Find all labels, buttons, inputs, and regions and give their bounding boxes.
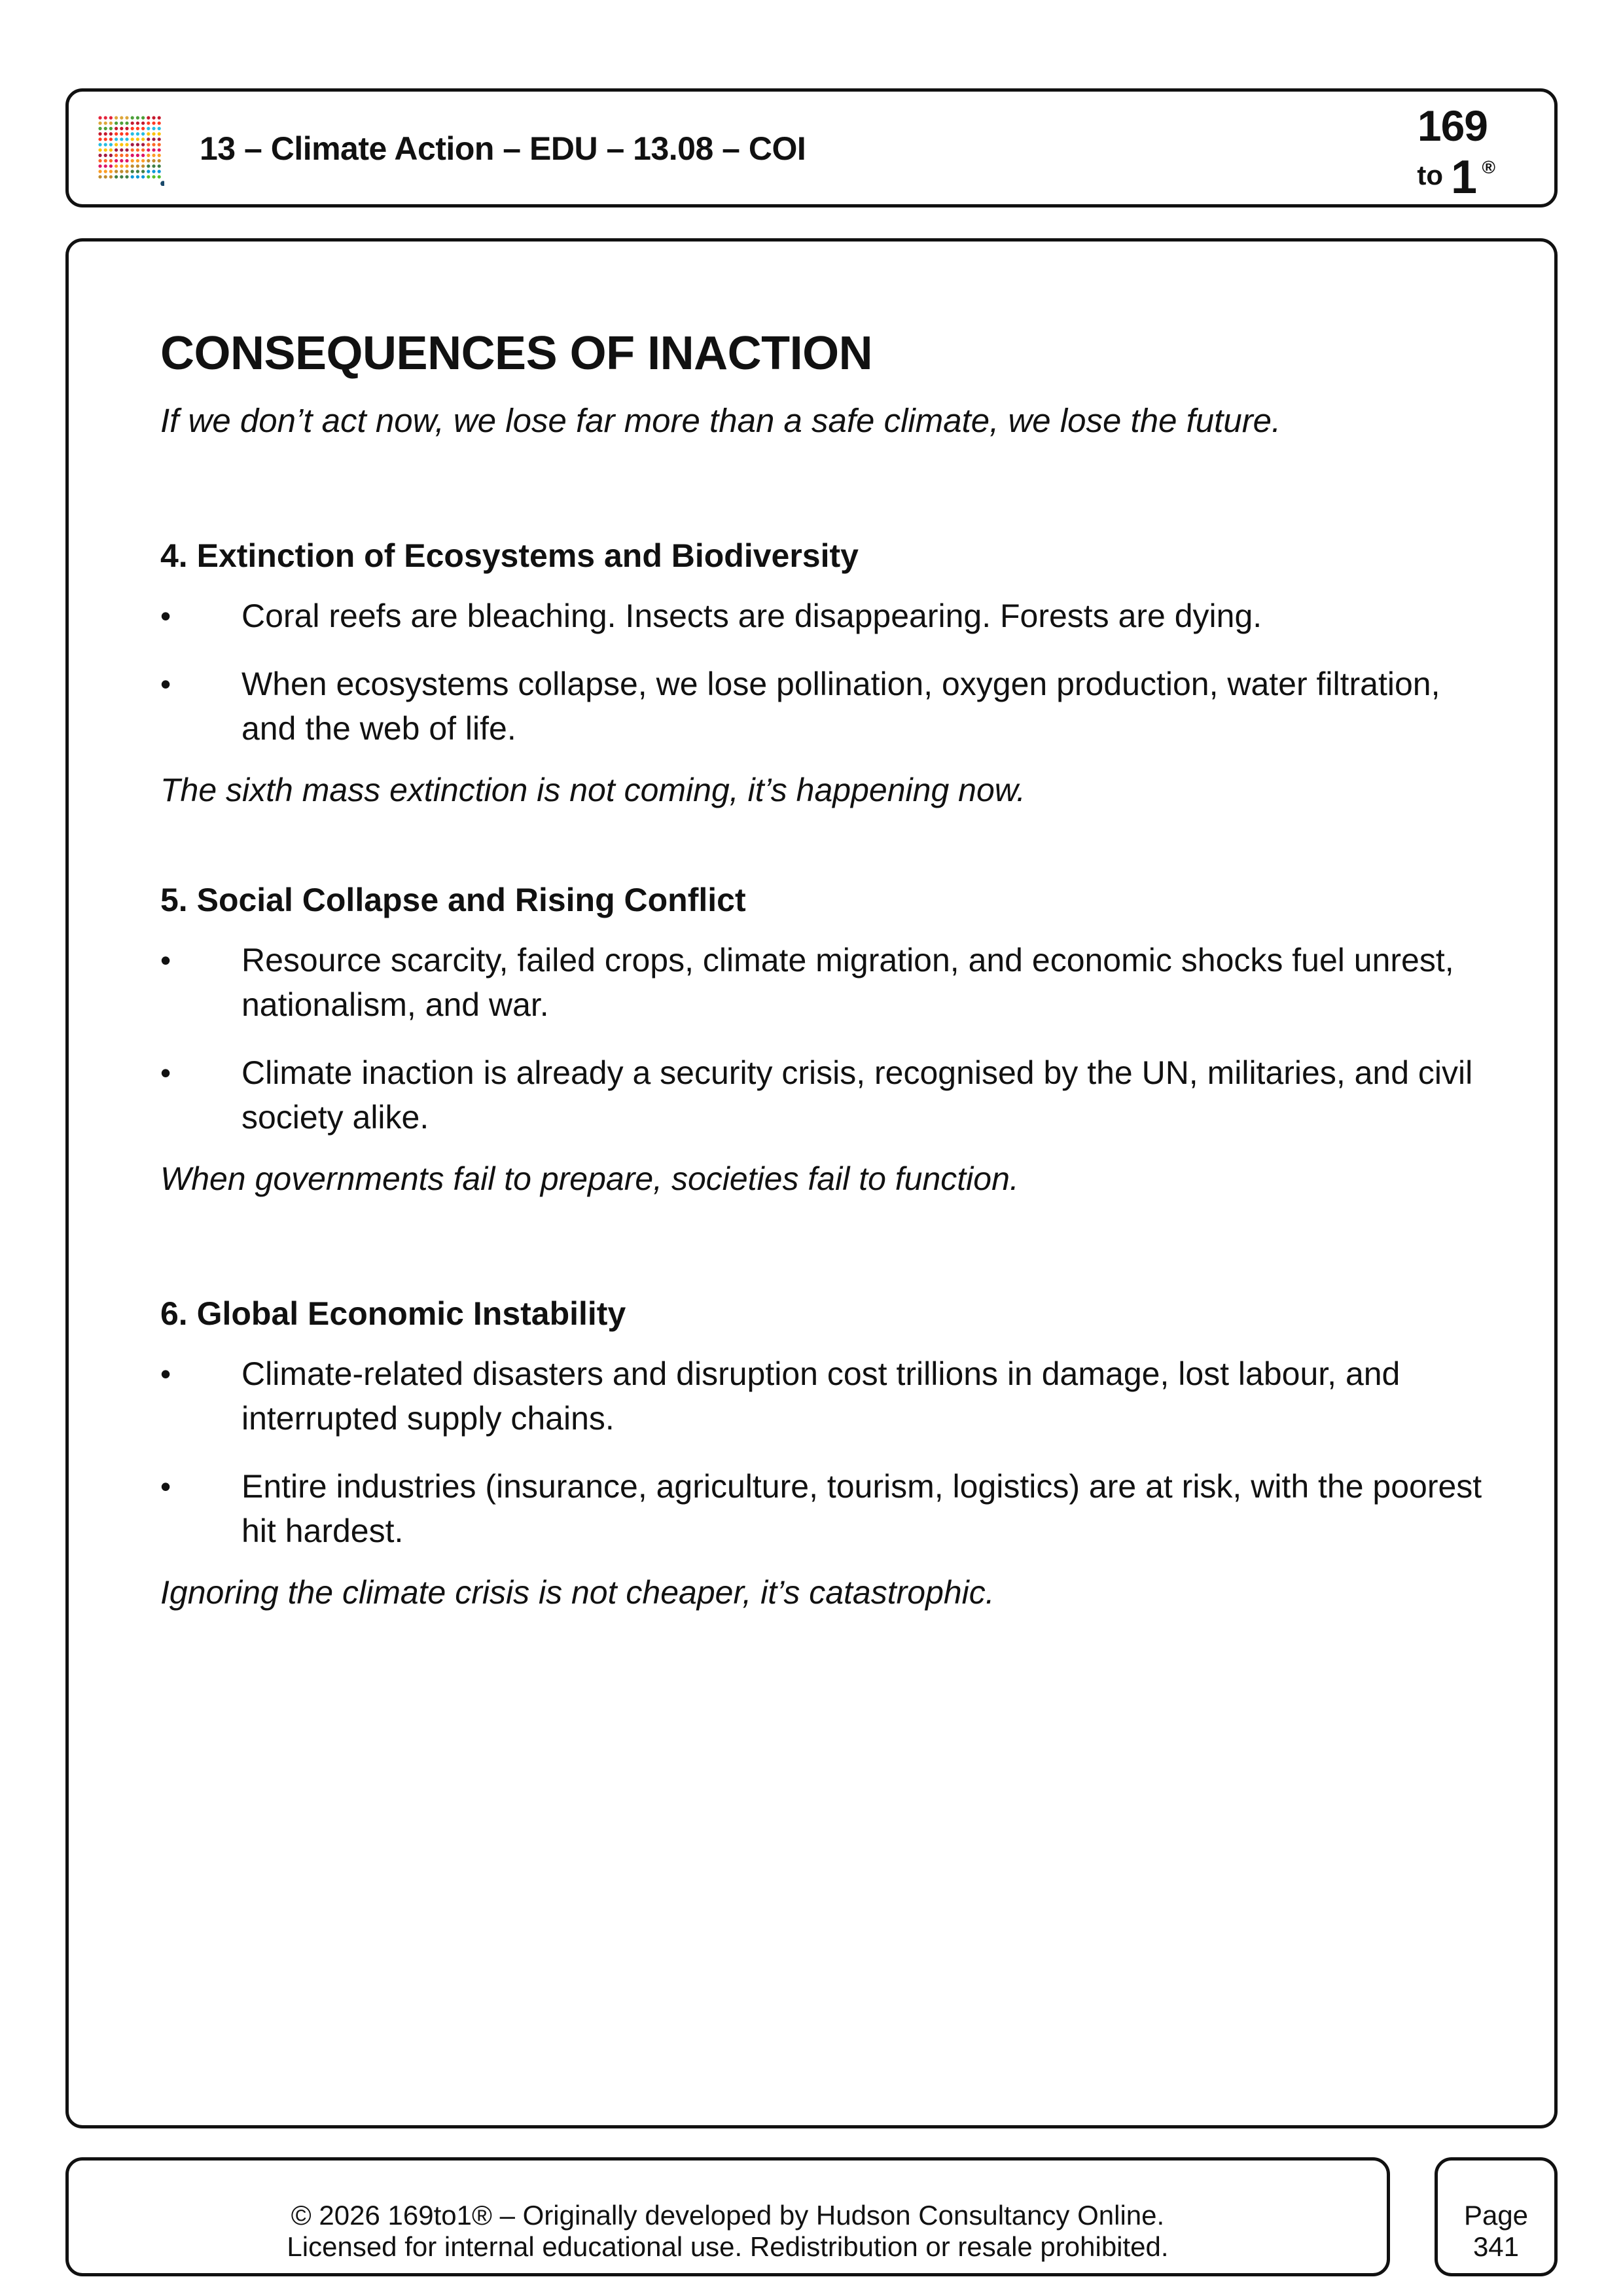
logo-dot [152,143,155,146]
logo-dot [152,170,155,173]
logo-dot [152,159,155,162]
logo-dot [115,164,118,168]
logo-dot [141,122,145,125]
logo-dot [98,143,101,146]
logo-dot [104,132,107,135]
logo-dot [98,159,101,162]
logo-dot [115,154,118,157]
logo-dot [98,116,101,119]
logo-dot [152,122,155,125]
logo-dot [104,159,107,162]
logo-dot [109,127,113,130]
section-closing: Ignoring the climate crisis is not cheaper, it’s catastrophic. [160,1573,995,1611]
logo-dot [158,175,161,179]
logo-dot [158,170,161,173]
logo-dot [104,127,107,130]
list-item [160,662,1495,751]
logo-dot [98,137,101,141]
logo-dot [104,164,107,168]
logo-dot [136,170,139,173]
logo-dot [141,154,145,157]
logo-dot [109,154,113,157]
logo-dot [141,143,145,146]
logo-dot [158,127,161,130]
bullet-text: When ecosystems collapse, we lose pollination, oxygen production, water filtration, and the web of life. [241,665,1440,747]
logo-dot [125,164,128,168]
logo-dot [104,154,107,157]
logo-dot [109,164,113,168]
logo-dot [120,170,123,173]
page-number [1438,2200,1554,2263]
logo-dot [131,170,134,173]
section-closing: The sixth mass extinction is not coming, it’s happening now. [160,771,1026,808]
logo-dot [109,170,113,173]
logo-dot [131,154,134,157]
logo-dot [131,175,134,179]
bullet-text: Resource scarcity, failed crops, climate migration, and economic shocks fuel unrest, nationalism, and war. [241,941,1454,1023]
logo-dot [141,137,145,141]
logo-dot [147,154,150,157]
logo-dot [125,159,128,162]
logo-dot [147,127,150,130]
document-code-title: 13 – Climate Action – EDU – 13.08 – COI [200,130,806,167]
logo-dot [152,175,155,179]
bullet-list [160,594,1495,751]
logo-dot [115,170,118,173]
logo-dot [98,175,101,179]
bullet-text: Climate inaction is already a security crisis, recognised by the UN, militaries, and civil society alike. [241,1054,1473,1136]
logo-dot [158,137,161,141]
logo-dot [152,149,155,152]
logo-dot [104,170,107,173]
bullet-icon: • [160,598,171,633]
logo-dot [125,137,128,141]
logo-dot [98,122,101,125]
list-item [160,1352,1495,1441]
logo-dot [115,149,118,152]
sdg-color-dot-grid-icon [96,114,164,186]
logo-dot [98,164,101,168]
logo-dot [120,116,123,119]
logo-dot [120,127,123,130]
logo-dot [120,137,123,141]
list-item [160,1050,1495,1139]
list-item [160,1464,1495,1553]
page-title: CONSEQUENCES OF INACTION [160,327,873,380]
license-line: Licensed for internal educational use. Redistribution or resale prohibited. [287,2231,1169,2262]
bullet-icon: • [160,1055,171,1090]
logo-dot [115,175,118,179]
logo-dot [131,122,134,125]
logo-dot [136,132,139,135]
logo-dot [109,116,113,119]
logo-dot [147,159,150,162]
list-item [160,594,1495,638]
bullet-icon: • [160,666,171,701]
logo-dot [158,154,161,157]
copyright-line: © 2026 169to1® – Originally developed by Hudson Consultancy Online. [291,2200,1165,2231]
logo-dot [125,127,128,130]
logo-dot [109,149,113,152]
content-body [160,327,1495,1612]
bullet-icon: • [160,1469,171,1503]
logo-dot [115,116,118,119]
logo-dot [147,132,150,135]
logo-dot [125,175,128,179]
logo-dot [131,149,134,152]
section-economic-instability [160,1294,1495,1612]
logo-dot [136,175,139,179]
logo-dot [141,164,145,168]
logo-dot [160,181,164,186]
logo-dot [131,164,134,168]
logo-dot [131,159,134,162]
logo-dot [120,159,123,162]
logo-dot [136,143,139,146]
logo-dot [141,159,145,162]
section-heading: 6. Global Economic Instability [160,1295,626,1332]
logo-dot [131,127,134,130]
logo-dot [141,149,145,152]
logo-dot [125,132,128,135]
footer-copyright-box [65,2157,1390,2276]
logo-dot [120,164,123,168]
logo-dot [109,132,113,135]
footer-text [69,2200,1387,2263]
section-social-collapse [160,880,1495,1198]
logo-dot [120,132,123,135]
section-closing: When governments fail to prepare, societies fail to function. [160,1160,1019,1197]
logo-dot [152,164,155,168]
logo-dot [115,143,118,146]
logo-dot [115,132,118,135]
logo-dot [147,149,150,152]
section-heading: 4. Extinction of Ecosystems and Biodiversity [160,537,859,574]
logo-dot [152,132,155,135]
brand-registered-mark: ® [1482,157,1495,177]
logo-dot [131,143,134,146]
bullet-text: Climate-related disasters and disruption cost trillions in damage, lost labour, and interrupted supply chains. [241,1355,1400,1437]
brand-one: 1 [1450,151,1477,204]
logo-dot [120,154,123,157]
logo-dot [141,170,145,173]
logo-dot [136,127,139,130]
logo-dot [158,116,161,119]
logo-dot [147,116,150,119]
logo-dot [158,122,161,125]
logo-dot [158,143,161,146]
logo-dot [141,132,145,135]
logo-dot [147,122,150,125]
list-item [160,938,1495,1027]
page-number-box [1435,2157,1558,2276]
bullet-list [160,938,1495,1139]
logo-dot [98,170,101,173]
logo-dot [147,170,150,173]
logo-dot [109,143,113,146]
bullet-text: Entire industries (insurance, agriculture, tourism, logistics) are at risk, with the poorest hit hardest. [241,1467,1482,1549]
logo-dot [104,137,107,141]
bullet-icon: • [160,942,171,977]
section-ecosystems [160,536,1495,810]
logo-dot [98,127,101,130]
logo-dot [147,143,150,146]
brand-logo [1382,97,1499,202]
logo-dot [147,137,150,141]
logo-dot [125,170,128,173]
logo-dot [152,137,155,141]
brand-to: to [1417,160,1443,190]
logo-dot [120,143,123,146]
logo-dot [104,143,107,146]
logo-dot [98,149,101,152]
bullet-icon: • [160,1356,171,1391]
brand-number: 169 [1417,101,1488,150]
header-bar [65,88,1558,207]
logo-dot [158,164,161,168]
logo-dot [152,127,155,130]
logo-dot [120,122,123,125]
page-label: Page [1463,2200,1529,2231]
content-panel [65,238,1558,2128]
logo-dot [125,116,128,119]
logo-dot [136,154,139,157]
logo-dot [98,132,101,135]
section-heading: 5. Social Collapse and Rising Conflict [160,881,746,918]
logo-dot [120,175,123,179]
logo-dot [104,149,107,152]
logo-dot [109,137,113,141]
logo-dot [104,116,107,119]
logo-dot [158,132,161,135]
logo-dot [115,137,118,141]
logo-dot [115,127,118,130]
logo-dot [98,154,101,157]
bullet-list [160,1352,1495,1553]
logo-dot [147,164,150,168]
logo-dot [131,116,134,119]
logo-dot [104,122,107,125]
logo-dot [147,175,150,179]
logo-dot [158,159,161,162]
page-subtitle: If we don’t act now, we lose far more than a safe climate, we lose the future. [160,401,1281,439]
logo-dot [125,122,128,125]
logo-dot [115,122,118,125]
logo-dot [136,122,139,125]
logo-dot [136,149,139,152]
logo-dot [141,116,145,119]
logo-dot [136,116,139,119]
logo-dot [125,149,128,152]
logo-dot [125,143,128,146]
logo-dot [141,175,145,179]
logo-dot [136,164,139,168]
logo-dot [109,175,113,179]
logo-dot [131,137,134,141]
logo-dot [120,149,123,152]
logo-dot [109,122,113,125]
logo-dot [115,159,118,162]
logo-dot [136,137,139,141]
page-number-value: 341 [1472,2231,1520,2262]
logo-dot [104,175,107,179]
logo-dot [125,154,128,157]
logo-dot [158,149,161,152]
bullet-text: Coral reefs are bleaching. Insects are disappearing. Forests are dying. [241,597,1262,634]
logo-dot [136,159,139,162]
logo-dot [131,132,134,135]
logo-dot [152,116,155,119]
logo-dot [152,154,155,157]
logo-dot [141,127,145,130]
logo-dot [109,159,113,162]
